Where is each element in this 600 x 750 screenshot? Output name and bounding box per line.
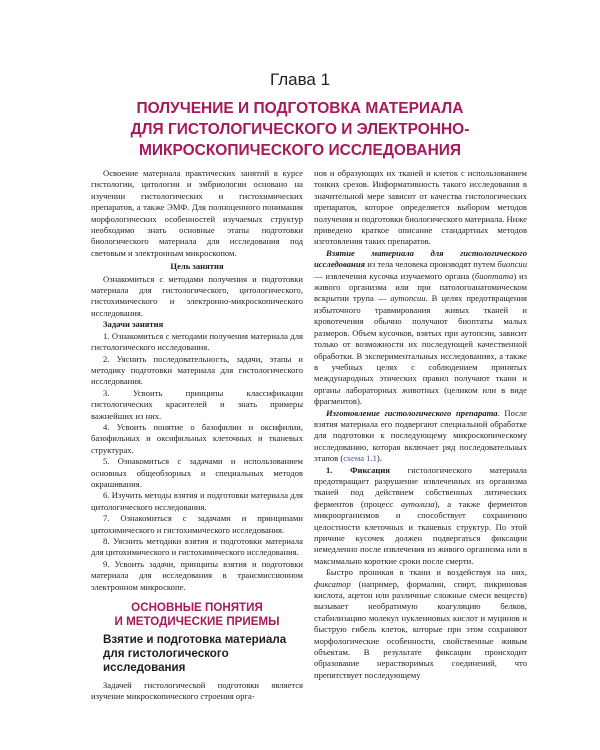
intro-paragraph: Освоение материала практических занятий в курсе гистологии, цитологии и эмбриологии основано на изучении гистологических и гистохимических препаратов, а также ЭМФ. Для полноценного понимания морфологических особенностей изучаемых структур необходимо знать основные этапы подготовки биологического материала для исследования под световым и электронным микроскопом. [91, 168, 303, 258]
fixative-paragraph [314, 567, 527, 681]
term-bioptate: биоптата [474, 270, 514, 281]
task-item: 4. Усвоить понятие о базофилии и оксифилии, базофильных и оксифильных клеточных и тканевых структурах. [91, 421, 303, 455]
term-autolysis: аутолиза [400, 498, 435, 509]
fixation-lead: 1. Фиксация [326, 464, 390, 475]
text-run: . После взятия материала его подвергают специальной обработке для подготовки к последующему микроскопическому исследованию, которая включает ряд последовательных этапов ( [314, 407, 527, 464]
task-item: 9. Усвоить задачи, принципы взятия и подготовки материала для исследования в трансмиссионном электронном микроскопе. [91, 558, 303, 592]
section-title-line: И МЕТОДИЧЕСКИЕ ПРИЕМЫ [114, 615, 280, 629]
sampling-paragraph [314, 248, 527, 408]
text-run: ) из живого организма или при патологоанатомическом вскрытии трупа — [314, 270, 527, 304]
term-fixative: фиксатор [314, 578, 351, 589]
text-run: Быстро проникая в ткани и воздействуя на них, [326, 567, 527, 578]
chapter-title-line: ПОЛУЧЕНИЕ И ПОДГОТОВКА МАТЕРИАЛА [136, 100, 464, 117]
right-column [314, 168, 527, 681]
fixation-paragraph [314, 465, 527, 568]
chapter-title-line: МИКРОСКОПИЧЕСКОГО ИССЛЕДОВАНИЯ [138, 142, 462, 159]
text-run: ). [376, 453, 382, 464]
preparation-paragraph [314, 408, 527, 465]
subsection-title-line: Взятие и подготовка материала [103, 633, 287, 647]
closing-paragraph: Задачей гистологической подготовки является изучение микроскопического строения орга- [91, 680, 303, 702]
text-run: из тела человека производят путем [365, 259, 498, 270]
section-title-line: ОСНОВНЫЕ ПОНЯТИЯ [131, 601, 263, 615]
text-run: гистологического материала предотвращает разрушение извлеченных из организма тканей под действием собственных литических ферментов (процесс [314, 464, 527, 509]
subsection-title-line: для гистологического исследования [103, 647, 229, 675]
subsection-title [103, 633, 303, 675]
task-item: 2. Уяснить последовательность, задачи, этапы и методику подготовки материала для гистологического исследования. [91, 353, 303, 387]
goal-heading: Цель занятия [170, 261, 224, 272]
task-item: 8. Уяснить методики взятия и подготовки материала для цитохимического и гистохимического исследования. [91, 536, 303, 558]
section-title [91, 601, 303, 629]
task-item: 5. Ознакомиться с задачами и использованием основных общеобзорных и специальных методов окрашивания. [91, 456, 303, 489]
goal-paragraph: Ознакомиться с методами получения и подготовки материала для гистологического, цитологического, гистохимического и электронно-микроскопического исследования. [91, 273, 303, 318]
text-run: (например, формалин, спирт, пикриновая кислота, ацетон или различные сложные смеси веществ) вызывает необратимую коагуляцию белков, стабилизацию молекул нуклеиновых кислот и муцинов и быструю гибель клеток, которые при этом сохраняют морфологические особенности, свойственные живым объектам. В результате фиксации происходит образование нерастворимых соединений, что препятствует последующему [314, 578, 527, 680]
chapter-title-line: ДЛЯ ГИСТОЛОГИЧЕСКОГО И ЭЛЕКТРОННО- [130, 121, 470, 138]
continuation-paragraph: нов и образующих их тканей и клеток с использованием тонких срезов. Информативность такого исследования в значительной мере зависит от качества гистологических препаратов, которое определяется выбором методов получения и подготовки биологического материала. Ниже приведено краткое описание стандартных методов изготовления таких препаратов. [314, 168, 527, 247]
term-biopsy: биопсии [497, 259, 527, 270]
text-run: — извлечения кусочка изучаемого органа ( [314, 270, 475, 281]
task-item: 6. Изучить методы взятия и подготовки материала для цитологического исследования. [91, 490, 303, 512]
term-autopsy: аутопсии [390, 293, 426, 304]
task-item: 3. Усвоить принципы классификации гистологических красителей и знать примеры важнейших из них. [91, 387, 303, 421]
task-item: 1. Ознакомиться с методами получения материала для гистологического исследования. [91, 330, 303, 353]
chapter-title [0, 98, 600, 161]
preparation-lead: Изготовление гистологического препарата [326, 407, 498, 418]
scheme-link[interactable]: схема 1.1 [343, 453, 377, 464]
text-run: . В целях предотвращения избыточного травмирования живых тканей и кровотечения обычно получают биоптаты малых размеров. Объем кусочков, взятых при аутопсии, зависит только от возможности их последующей качественной обработки. В экспериментальных исследованиях, а также в учебных целях с соблюдением принятых международных этических правил получают ткани и органы лабораторных животных (целиком или в виде фрагментов). [314, 293, 527, 407]
sampling-lead: Взятие материала для гистологического исследования [314, 247, 527, 270]
task-item: 7. Ознакомиться с задачами и принципами цитохимического и гистохимического исследования. [91, 513, 303, 535]
left-column [91, 168, 303, 703]
tasks-heading: Задачи занятия [103, 319, 164, 330]
text-run: ), а также ферментов микроорганизмов и способствует сохранению целостности клеточных и тканевых структур. По этой причине кусочек должен подвергаться фиксации немедленно после извлечения из живого организма или в максимально короткие сроки после смерти. [314, 498, 527, 566]
chapter-label: Глава 1 [269, 70, 331, 89]
